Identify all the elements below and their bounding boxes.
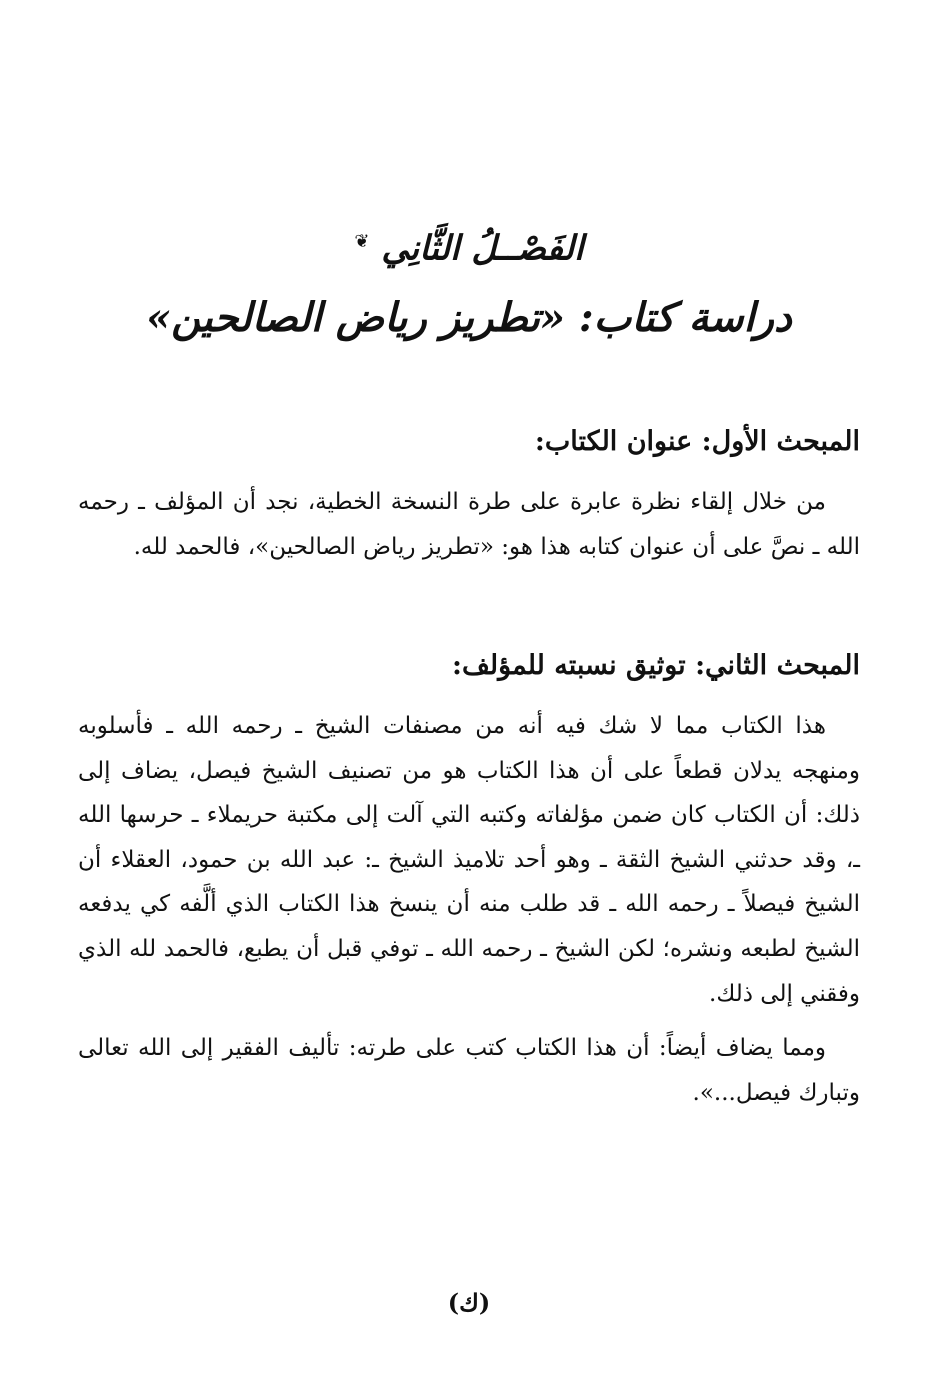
chapter-subtitle: دراسة كتاب: «تطريز رياض الصالحين» [146,294,792,341]
page-number: (ك) [447,1288,491,1317]
section-heading: المبحث الثاني: توثيق نسبته للمؤلف: [452,650,860,681]
paragraph: ومما يضاف أيضاً: أن هذا الكتاب كتب على طرته: تأليف الفقير إلى الله تعالى وتبارك فيصل...». [78,1035,860,1106]
section-heading: المبحث الأول: عنوان الكتاب: [534,426,860,457]
section-book-title [78,420,860,569]
chapter-title-text: الفَصْــلُ الثَّانِي [381,228,584,269]
paragraph: هذا الكتاب مما لا شك فيه أنه من مصنفات الشيخ ـ رحمه الله ـ فأسلوبه ومنهجه يدلان قطعاً على أن هذا الكتاب هو من تصنيف الشيخ فيصل، يضاف إلى ذلك: أن الكتاب كان ضمن مؤلفاته وكتبه التي آلت إلى مكتبة حريملاء ـ حرسها الله ـ، وقد حدثني الشيخ الثقة ـ وهو أحد تلاميذ الشيخ ـ: عبد الله بن حمود، العقلاء أن الشيخ فيصلاً ـ رحمه الله ـ قد طلب منه أن ينسخ هذا الكتاب الذي ألَّفه كي يدفعه الشيخ لطبعه ونشره؛ لكن الشيخ ـ رحمه الله ـ توفي قبل أن يطبع، فالحمد لله الذي وفقني إلى ذلك. [78,713,860,1007]
chapter-title [0,218,938,272]
section-attribution [78,644,860,1115]
ornament-icon: ❦ [354,231,370,252]
paragraph: من خلال إلقاء نظرة عابرة على طرة النسخة الخطية، نجد أن المؤلف ـ رحمه الله ـ نصَّ على أن عنوان كتابه هذا هو: «تطريز رياض الصالحين»، فالحمد لله. [78,489,860,560]
